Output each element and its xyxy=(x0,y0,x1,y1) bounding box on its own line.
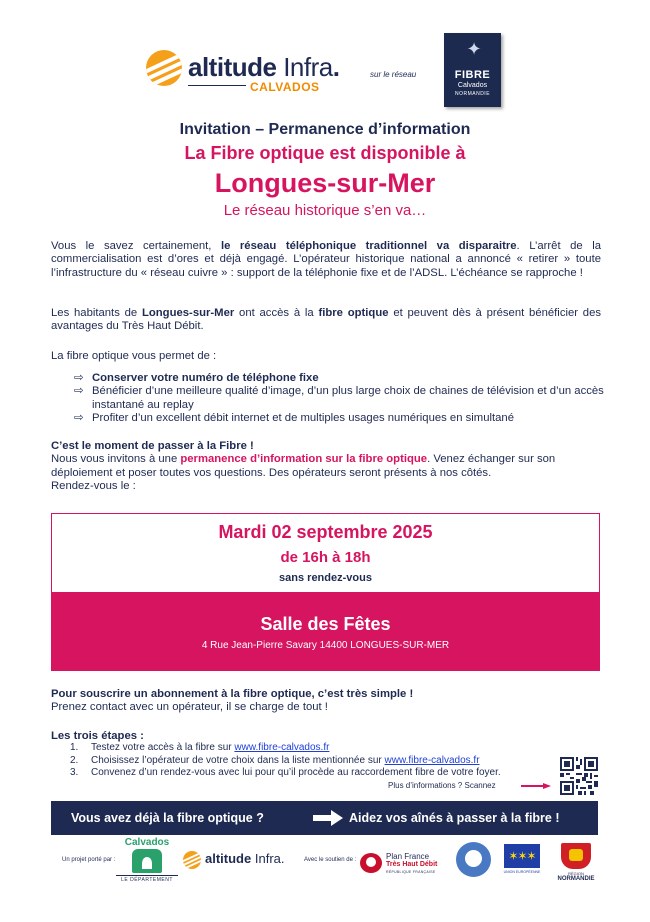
hab-a: Les habitants de xyxy=(51,307,142,319)
plan-france-line2: Très Haut Débit xyxy=(386,861,438,868)
fibre-calvados-logo xyxy=(444,33,501,107)
step-number: 3. xyxy=(70,767,79,778)
list-item xyxy=(70,767,550,780)
fibre-logo-line2: Calvados xyxy=(457,82,488,89)
steps-title: Les trois étapes : xyxy=(51,730,144,742)
round-seal-logo xyxy=(456,842,491,877)
intro-a: Vous le savez certainement, xyxy=(51,240,221,252)
moment-c: . Venez échanger sur son déploiement et poser toutes vos questions. Des opérateurs seront présents à nos côtés. xyxy=(51,453,556,479)
eu-flag-icon: ✶✶✶ xyxy=(504,844,540,868)
seniors-banner xyxy=(51,801,598,835)
eu-caption: UNION EUROPÉENNE xyxy=(503,870,541,874)
moment-d: Rendez-vous le : xyxy=(51,480,136,493)
logo-dept: CALVADOS xyxy=(250,80,320,94)
altitude-logo-icon xyxy=(183,851,201,869)
benefit-text: Conserver votre numéro de téléphone fixe xyxy=(92,372,319,384)
souscrire-title: Pour souscrire un abonnement à la fibre optique, c’est très simple ! xyxy=(51,688,414,700)
moment-paragraph xyxy=(51,440,601,494)
region-normandie-logo xyxy=(553,843,599,885)
step-text: Convenez d’un rendez-vous avec lui pour qu’il procède au raccordement fibre de votre foyer. xyxy=(91,767,501,778)
qr-code-icon[interactable] xyxy=(560,757,598,795)
banner-left-text: Vous avez déjà la fibre optique ? xyxy=(71,811,264,825)
fibre-calvados-link[interactable]: www.fibre-calvados.fr xyxy=(234,742,330,753)
footer-alt-bold: altitude xyxy=(205,851,252,866)
arrow-right-icon: ⇨ xyxy=(74,372,84,384)
european-union-logo xyxy=(502,844,542,884)
sur-le-reseau-label: sur le réseau xyxy=(370,70,417,79)
arrow-right-icon xyxy=(521,783,551,789)
list-item xyxy=(74,412,604,425)
intro-paragraph xyxy=(51,240,601,280)
benefit-text: Profiter d’un excellent débit internet et de multiples usages numériques en simultané xyxy=(92,412,514,425)
souscrire-paragraph xyxy=(51,688,601,715)
habitants-paragraph xyxy=(51,307,601,334)
plan-france-thd-logo xyxy=(360,850,444,876)
event-date-box xyxy=(51,513,600,592)
hab-b: Longues-sur-Mer xyxy=(141,307,235,319)
steps-list xyxy=(70,742,550,780)
moment-a: Nous vous invitons à une xyxy=(51,453,181,466)
hab-e: et peuvent dès à présent bénéficier des avantages du Très Haut Débit. xyxy=(51,307,602,333)
commune-title: Longues-sur-Mer xyxy=(214,168,436,198)
list-item xyxy=(70,755,550,768)
historique-subtitle: Le réseau historique s’en va… xyxy=(223,202,427,219)
star-icon: ✦ xyxy=(466,39,482,59)
event-hours: de 16h à 18h xyxy=(280,549,371,566)
moment-title: C’est le moment de passer à la Fibre ! xyxy=(51,440,254,452)
benefits-list xyxy=(74,372,604,426)
invitation-title: Invitation – Permanence d’information xyxy=(179,121,471,138)
logo-underline xyxy=(188,85,246,86)
intro-c: . L’arrêt de la commercialisation est d’ores et déjà engagé. L’opérateur historique national a annoncé « retirer » toute l’infrastructure du « réseau cuivre » : support de la téléphonie fixe et de l’ADSL. L’échéance se rapproche ! xyxy=(51,240,601,279)
event-address: 4 Rue Jean-Pierre Savary 14400 LONGUES-SUR-MER xyxy=(201,640,450,651)
step-text: Choisissez l’opérateur de votre choix dans la liste mentionnée sur xyxy=(91,754,385,766)
fibre-dispo-title: La Fibre optique est disponible à xyxy=(184,143,466,163)
plan-france-line3: RÉPUBLIQUE FRANÇAISE xyxy=(386,870,436,874)
normandie-shield-icon xyxy=(561,843,591,869)
logo-brand-light: Infra xyxy=(283,52,333,82)
calvados-name: Calvados xyxy=(124,837,170,848)
banner-right-text: Aidez vos aînés à passer à la fibre ! xyxy=(349,811,560,825)
soutien-label: Avec le soutien de : xyxy=(304,857,357,863)
more-info-label: Plus d’informations ? Scannez xyxy=(388,781,496,790)
logo-brand-bold: altitude xyxy=(188,52,277,82)
altitude-infra-footer-logo xyxy=(183,850,293,872)
arrow-right-icon: ⇨ xyxy=(74,412,84,425)
list-item xyxy=(74,372,604,385)
footer-alt-light: Infra. xyxy=(254,851,285,866)
event-venue-box xyxy=(51,592,600,671)
event-venue: Salle des Fêtes xyxy=(260,614,391,634)
porte-par-label: Un projet porté par : xyxy=(62,857,116,863)
region-line1: RÉGION xyxy=(568,871,584,876)
permet-label: La fibre optique vous permet de : xyxy=(51,350,217,362)
list-item xyxy=(74,385,604,412)
event-date: Mardi 02 septembre 2025 xyxy=(218,522,433,542)
list-item xyxy=(70,742,550,755)
plan-france-icon xyxy=(360,853,382,873)
arrow-right-icon xyxy=(313,810,343,826)
step-text: Testez votre accès à la fibre sur xyxy=(91,742,235,753)
calvados-departement-logo xyxy=(116,837,178,889)
altitude-infra-logo: altitude Infra. CALVADOS xyxy=(146,50,356,95)
departement-label: LE DÉPARTEMENT xyxy=(116,875,178,883)
step-number: 1. xyxy=(70,742,79,753)
fibre-calvados-link[interactable]: www.fibre-calvados.fr xyxy=(384,754,480,766)
event-no-appointment: sans rendez-vous xyxy=(279,572,372,584)
region-line2: NORMANDIE xyxy=(557,876,595,882)
altitude-logo-icon xyxy=(146,50,182,86)
intro-b: le réseau téléphonique traditionnel va disparaitre xyxy=(220,240,517,252)
fibre-logo-line1: FIBRE xyxy=(454,69,491,81)
souscrire-text: Prenez contact avec un opérateur, il se charge de tout ! xyxy=(51,701,328,714)
benefit-text: Bénéficier d’une meilleure qualité d’image, d’un plus large choix de chaines de télévision et d’un accès instantané au replay xyxy=(92,385,604,411)
arrow-right-icon: ⇨ xyxy=(74,385,84,398)
fibre-logo-line3: NORMANDIE xyxy=(454,91,491,97)
plan-france-line1: Plan France xyxy=(386,852,430,861)
hab-d: fibre optique xyxy=(318,307,389,319)
apple-tree-icon xyxy=(132,849,162,873)
moment-b: permanence d’information sur la fibre optique xyxy=(180,453,428,466)
hab-c: ont accès à la xyxy=(234,307,319,319)
step-number: 2. xyxy=(70,754,79,766)
